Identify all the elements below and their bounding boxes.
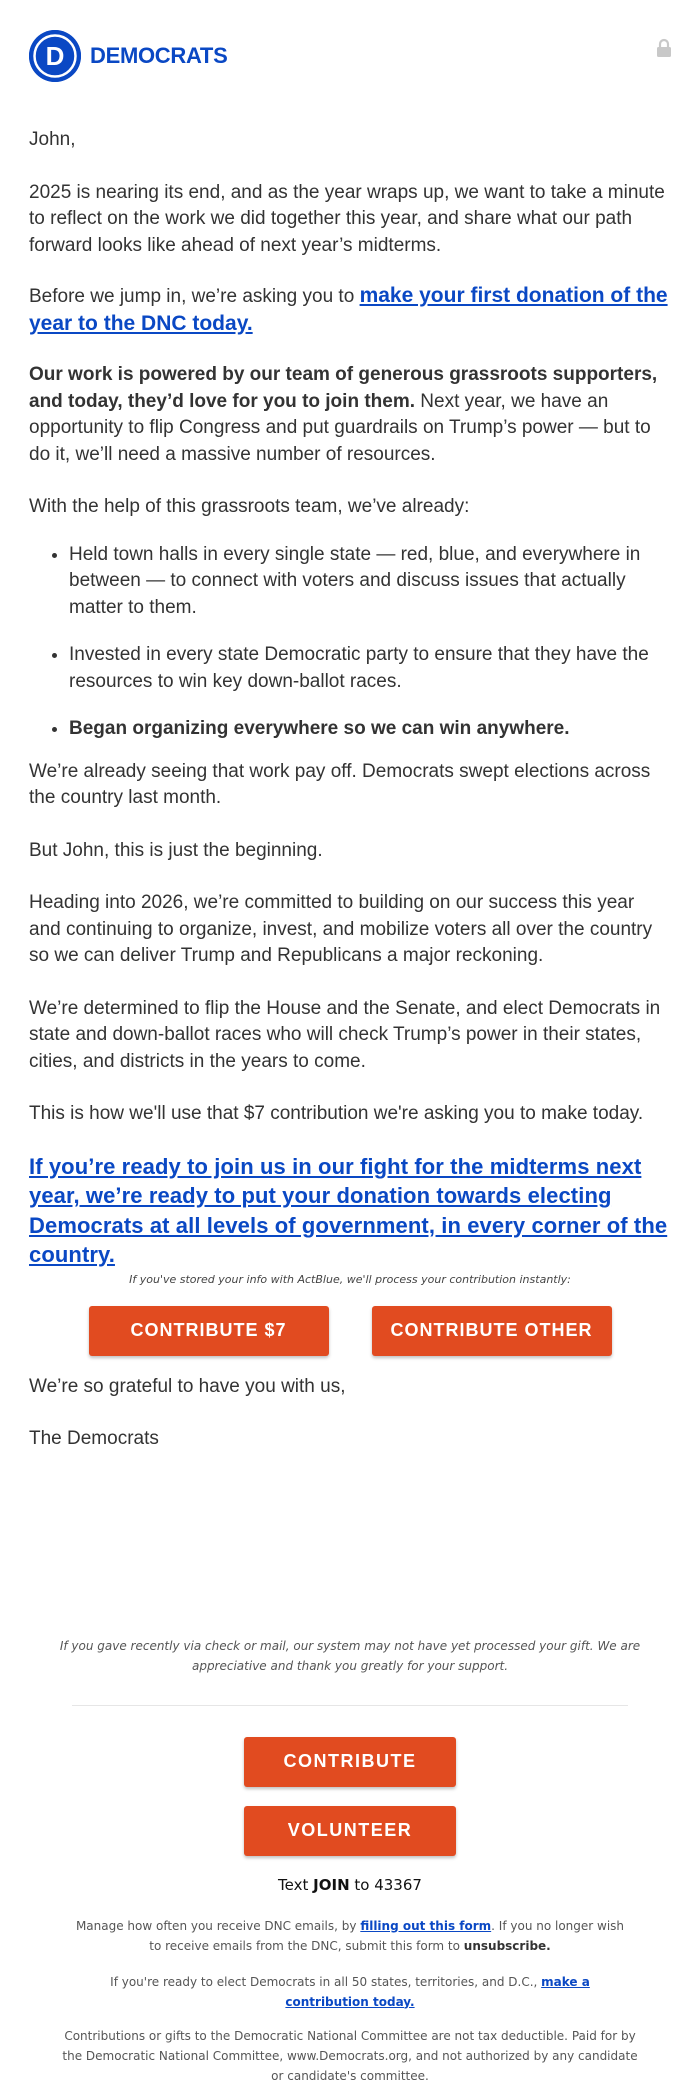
list-item: • Invested in every state Democratic party to ensure that they have the resources to win key down-ballot races. (69, 641, 671, 695)
logo-wordmark: DEMOCRATS (90, 43, 228, 68)
footer-divider (72, 1705, 628, 1706)
manage-prefix: Manage how often you receive DNC emails, by (75, 1918, 361, 1933)
ask-text: Before we jump in, we’re asking you to (29, 286, 360, 307)
paragraph-ask (29, 283, 671, 338)
contribute-7-button[interactable]: CONTRIBUTE $7 (89, 1306, 329, 1356)
midterms-cta-link[interactable]: If you’re ready to join us in our fight for the midterms next year, we’re ready to put your donation towards electing Democrats at all levels of government, in every corner of the country. (29, 1153, 668, 1267)
text-join-number: to 43367 (349, 1875, 422, 1894)
logo-mark-letter: D (45, 41, 65, 71)
accomplishments-list (29, 541, 671, 743)
paragraph-flip: We’re determined to flip the House and the Senate, and elect Democrats in state and down-ballot races who will check Trump’s power in their states, cities, and districts in the years to come. (29, 997, 661, 1072)
contribute-other-button[interactable]: CONTRIBUTE OTHER (372, 1306, 612, 1356)
paragraph-already: With the help of this grassroots team, we’ve already: (29, 496, 470, 517)
volunteer-button[interactable]: VOLUNTEER (244, 1806, 456, 1856)
greeting: John, (29, 129, 76, 150)
closing-line: We’re so grateful to have you with us, (29, 1375, 346, 1397)
grassroots-text: Next year, we have an opportunity to flip Congress and put guardrails on Trump’s power — but to do it, we’ll need a massive number of resources. (29, 390, 651, 465)
donate-link[interactable]: make your first donation of the year to the DNC today. (29, 284, 668, 335)
contribution-buttons (29, 1306, 671, 1356)
unsubscribe-link[interactable]: unsubscribe. (463, 1938, 551, 1953)
legal-disclaimer: Contributions or gifts to the Democratic National Committee are not tax deductible. Paid for by the Democratic National Committee, www.Democrats.org, and not authorized by any candidate or candidate's committee. (62, 2028, 638, 2083)
email-footer (0, 1636, 700, 2086)
paragraph-grassroots (29, 362, 671, 468)
paragraph-beginning: But John, this is just the beginning. (29, 839, 323, 861)
text-join-prefix: Text (278, 1875, 314, 1894)
lock-icon (656, 38, 672, 63)
democrats-logo[interactable] (29, 30, 227, 82)
manage-emails-text (70, 1916, 630, 1956)
gift-note: If you gave recently via check or mail, our system may not have yet processed your gift. We are appreciative and thank you greatly for your support. (59, 1638, 641, 1673)
contribution-link[interactable]: make a contribution today. (285, 1974, 590, 2009)
paragraph-contribution: This is how we'll use that $7 contribution we're asking you to make today. (29, 1103, 644, 1124)
paragraph-intro: 2025 is nearing its end, and as the year wraps up, we want to take a minute to reflect on the work we did together this year, and share what our path forward looks like ahead of next year’s midterms. (29, 181, 665, 256)
list-item: • Began organizing everywhere so we can win anywhere. (69, 715, 671, 743)
actblue-note: If you've stored your info with ActBlue, we'll process your contribution instantly: (129, 1272, 571, 1286)
elect-text (70, 1972, 630, 2012)
manage-mid: . If you no longer wish to receive emails from the DNC, submit this form to (149, 1918, 625, 1953)
grassroots-bold-text: Our work is powered by our team of generous grassroots supporters, and today, they’d love for you to join them. (29, 364, 658, 412)
email-header (0, 0, 700, 118)
contribute-button[interactable]: CONTRIBUTE (244, 1737, 456, 1787)
paragraph-2026: Heading into 2026, we’re committed to building on our success this year and continuing to organize, invest, and mobilize voters all over the country so we can deliver Trump and Republicans a major reckoning. (29, 892, 653, 966)
text-join-keyword: JOIN (313, 1875, 350, 1894)
text-join-line (0, 1876, 700, 1894)
logo-mark-icon (29, 30, 81, 82)
email-body (0, 127, 700, 1453)
manage-form-link[interactable]: filling out this form (360, 1918, 492, 1933)
signature: The Democrats (29, 1428, 159, 1449)
paragraph-payoff: We’re already seeing that work pay off. Democrats swept elections across the country last month. (29, 760, 651, 808)
elect-prefix: If you're ready to elect Democrats in all 50 states, territories, and D.C., (110, 1974, 542, 1989)
list-item: • Held town halls in every single state — red, blue, and everywhere in between — to connect with voters and discuss issues that actually matter to them. (69, 541, 671, 622)
